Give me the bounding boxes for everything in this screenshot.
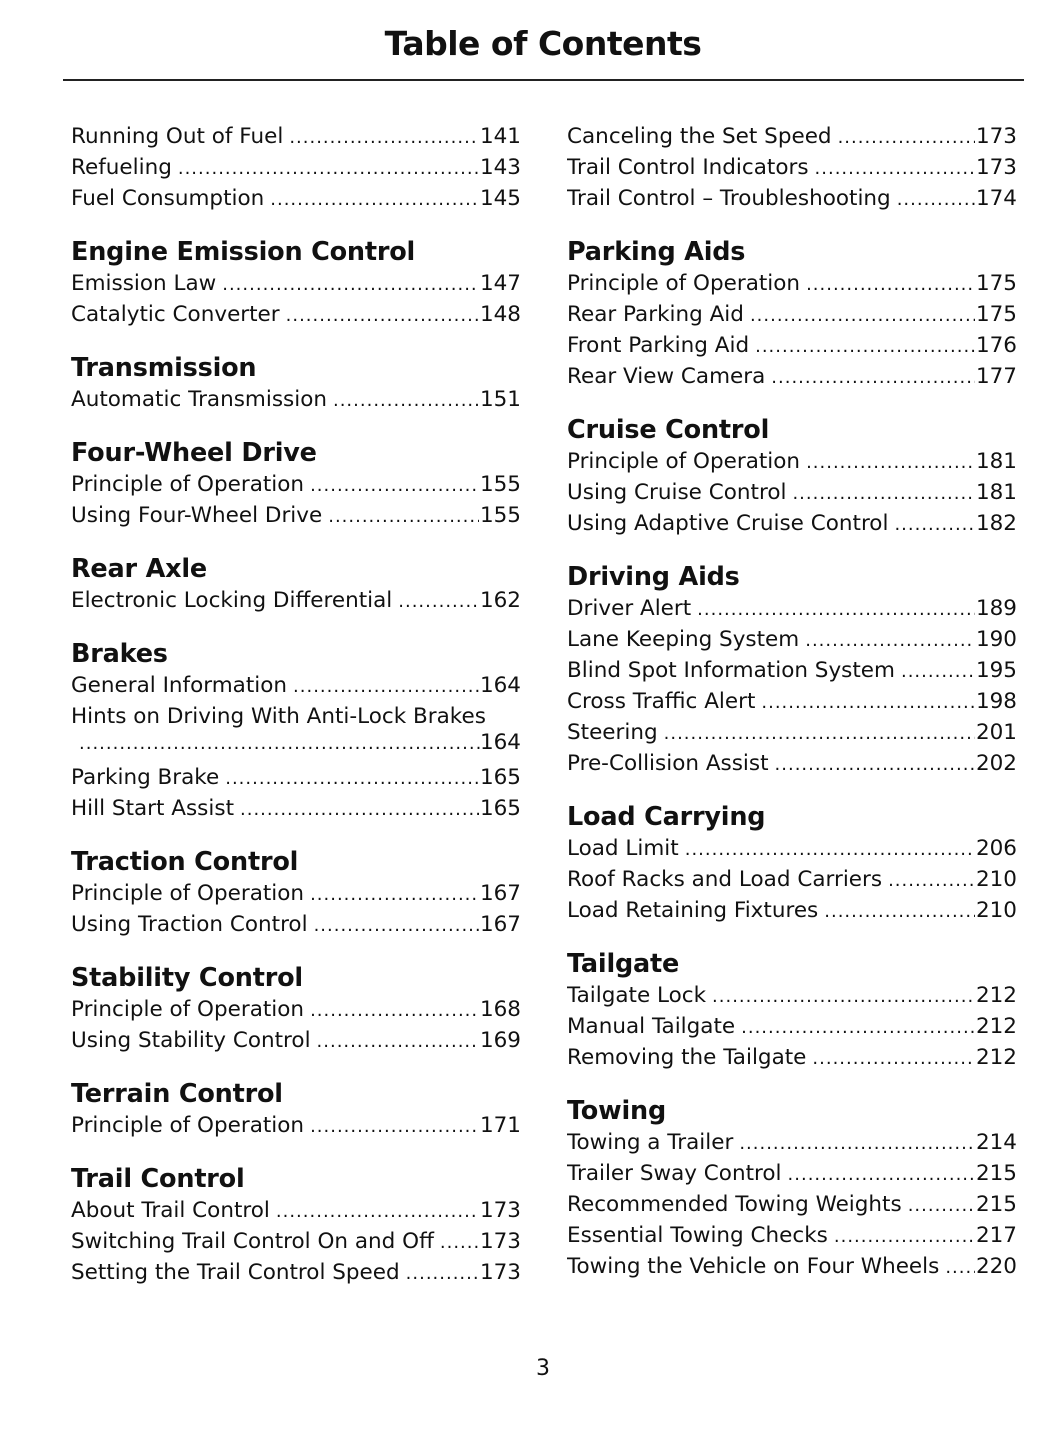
entry-page-number: 177	[975, 364, 1017, 389]
section-heading: Cruise Control	[567, 415, 770, 445]
entry-label: Principle of Operation	[71, 881, 305, 906]
entry-label: Pre-Collision Assist	[567, 751, 769, 776]
toc-entry[interactable]	[567, 509, 1017, 540]
toc-entry[interactable]	[567, 1252, 1017, 1283]
toc-entry[interactable]	[567, 153, 1017, 184]
entry-page-number: 174	[975, 186, 1017, 211]
dot-leader	[908, 1191, 975, 1221]
dot-leader	[222, 270, 479, 300]
entry-page-number: 210	[975, 898, 1017, 923]
toc-entry[interactable]	[567, 718, 1017, 749]
toc-entry[interactable]	[71, 1111, 521, 1142]
toc-entry[interactable]	[567, 447, 1017, 478]
entry-page-number: 165	[479, 765, 521, 790]
toc-right-column	[567, 122, 1017, 1303]
section-heading: Terrain Control	[71, 1079, 283, 1109]
dot-leader	[775, 750, 975, 780]
entry-page-number: 173	[975, 124, 1017, 149]
toc-entry[interactable]	[71, 122, 521, 153]
entry-label: Cross Traffic Alert	[567, 689, 756, 714]
entry-label: Essential Towing Checks	[567, 1223, 828, 1248]
entry-label: Roof Racks and Load Carriers	[567, 867, 883, 892]
dot-leader	[806, 448, 975, 478]
entry-label: Front Parking Aid	[567, 333, 750, 358]
toc-entry[interactable]	[567, 1043, 1017, 1074]
toc-section-tailgate	[567, 947, 1017, 1074]
entry-page-number: 148	[479, 302, 521, 327]
toc-entry[interactable]	[71, 702, 521, 755]
toc-section-traction-control	[71, 845, 521, 941]
toc-entry[interactable]	[567, 362, 1017, 393]
entry-page-number: 169	[479, 1028, 521, 1053]
entry-page-number: 182	[975, 511, 1017, 536]
entry-page-number: 189	[975, 596, 1017, 621]
section-heading: Four-Wheel Drive	[71, 438, 317, 468]
dot-leader	[697, 595, 975, 625]
section-heading: Transmission	[71, 353, 257, 383]
toc-section-load-carrying	[567, 800, 1017, 927]
dot-leader	[317, 1027, 479, 1057]
entry-label: Principle of Operation	[567, 271, 801, 296]
entry-page-number: 173	[479, 1229, 521, 1254]
entry-page-number: 210	[975, 867, 1017, 892]
entry-label: Driver Alert	[567, 596, 692, 621]
dot-leader	[815, 154, 975, 184]
entry-label: Parking Brake	[71, 765, 220, 790]
toc-entry[interactable]	[71, 1026, 521, 1057]
section-heading: Engine Emission Control	[71, 237, 416, 267]
toc-entry[interactable]	[567, 594, 1017, 625]
dot-leader	[286, 301, 479, 331]
entry-label: Automatic Transmission	[71, 387, 327, 412]
toc-section-towing	[567, 1094, 1017, 1283]
toc-entry[interactable]	[567, 478, 1017, 509]
dot-leader	[805, 626, 975, 656]
dot-leader	[406, 1259, 479, 1289]
entry-page-number: 162	[479, 588, 521, 613]
entry-page-number: 155	[479, 503, 521, 528]
entry-page-number: 220	[975, 1254, 1017, 1279]
entry-label: Trail Control – Troubleshooting	[567, 186, 891, 211]
dot-leader	[824, 897, 975, 927]
entry-page-number: 212	[975, 983, 1017, 1008]
toc-entry[interactable]	[567, 896, 1017, 927]
entry-label: Using Adaptive Cruise Control	[567, 511, 889, 536]
entry-page-number: 195	[975, 658, 1017, 683]
entry-label: Lane Keeping System	[567, 627, 800, 652]
entry-page-number: 212	[975, 1014, 1017, 1039]
entry-label: General Information	[71, 673, 288, 698]
entry-page-number: 151	[479, 387, 521, 412]
page-title: Table of Contents	[384, 24, 702, 63]
entry-label: About Trail Control	[71, 1198, 270, 1223]
toc-entry[interactable]	[71, 184, 521, 215]
dot-leader	[178, 154, 479, 184]
dot-leader	[712, 982, 975, 1012]
toc-entry[interactable]	[71, 995, 521, 1026]
toc-section-cruise-control	[567, 413, 1017, 540]
toc-entry[interactable]	[71, 879, 521, 910]
entry-label: Running Out of Fuel	[71, 124, 284, 149]
toc-entry[interactable]	[71, 763, 521, 794]
toc-entry[interactable]	[71, 586, 521, 617]
toc-entry[interactable]	[567, 1012, 1017, 1043]
toc-entry[interactable]	[567, 1190, 1017, 1221]
entry-page-number: 181	[975, 480, 1017, 505]
page-number: 3	[536, 1356, 550, 1381]
entry-label: Rear View Camera	[567, 364, 766, 389]
entry-page-number: 206	[975, 836, 1017, 861]
dot-leader	[79, 733, 480, 755]
dot-leader	[293, 672, 479, 702]
dot-leader	[761, 688, 975, 718]
dot-leader	[812, 1044, 975, 1074]
dot-leader	[771, 363, 975, 393]
entry-label: Using Cruise Control	[567, 480, 787, 505]
dot-leader	[739, 1129, 975, 1159]
toc-section-trail-control	[71, 1162, 521, 1289]
dot-leader	[741, 1013, 975, 1043]
section-heading: Rear Axle	[71, 554, 208, 584]
toc-entry[interactable]	[71, 269, 521, 300]
entry-label: Setting the Trail Control Speed	[71, 1260, 400, 1285]
dot-leader	[270, 185, 479, 215]
entry-page-number: 198	[975, 689, 1017, 714]
toc-entry[interactable]	[71, 470, 521, 501]
entry-label: Refueling	[71, 155, 172, 180]
entry-page-number: 217	[975, 1223, 1017, 1248]
entry-page-number: 201	[975, 720, 1017, 745]
entry-label: Removing the Tailgate	[567, 1045, 807, 1070]
entry-label: Using Four-Wheel Drive	[71, 503, 323, 528]
entry-label: Load Retaining Fixtures	[567, 898, 819, 923]
entry-label: Fuel Consumption	[71, 186, 265, 211]
entry-label: Blind Spot Information System	[567, 658, 895, 683]
entry-page-number: 181	[975, 449, 1017, 474]
entry-page-number: 214	[975, 1130, 1017, 1155]
toc-section-driving-aids	[567, 560, 1017, 780]
section-heading: Parking Aids	[567, 237, 746, 267]
toc-entry[interactable]	[567, 656, 1017, 687]
toc-section-transmission	[71, 351, 521, 416]
section-heading: Trail Control	[71, 1164, 245, 1194]
toc-section-terrain-control	[71, 1077, 521, 1142]
dot-leader	[894, 510, 975, 540]
entry-label: Catalytic Converter	[71, 302, 280, 327]
section-heading: Towing	[567, 1096, 667, 1126]
entry-label: Using Traction Control	[71, 912, 308, 937]
entry-label: Load Limit	[567, 836, 679, 861]
entry-label: Principle of Operation	[71, 472, 305, 497]
entry-page-number: 215	[975, 1161, 1017, 1186]
dot-leader	[276, 1197, 479, 1227]
entry-page-number: 164	[479, 730, 521, 755]
entry-label: Trailer Sway Control	[567, 1161, 782, 1186]
toc-entry[interactable]	[567, 687, 1017, 718]
toc-section-brakes	[71, 637, 521, 825]
entry-page-number: 147	[479, 271, 521, 296]
entry-label: Emission Law	[71, 271, 217, 296]
toc-left-column	[71, 122, 521, 1309]
entry-page-number: 190	[975, 627, 1017, 652]
dot-leader	[289, 123, 479, 153]
entry-page-number: 165	[479, 796, 521, 821]
entry-page-number: 167	[479, 881, 521, 906]
dot-leader	[755, 332, 975, 362]
dot-leader	[310, 880, 479, 910]
toc-entry[interactable]	[567, 1221, 1017, 1252]
entry-label: Principle of Operation	[71, 997, 305, 1022]
toc-entry[interactable]	[71, 1258, 521, 1289]
entry-page-number: 173	[975, 155, 1017, 180]
dot-leader	[664, 719, 975, 749]
dot-leader	[834, 1222, 975, 1252]
toc-section-rear-axle	[71, 552, 521, 617]
section-heading: Brakes	[71, 639, 168, 669]
entry-label: Recommended Towing Weights	[567, 1192, 902, 1217]
entry-label: Towing the Vehicle on Four Wheels	[567, 1254, 940, 1279]
entry-label: Steering	[567, 720, 658, 745]
toc-entry[interactable]	[567, 122, 1017, 153]
entry-label: Hill Start Assist	[71, 796, 234, 821]
entry-page-number: 167	[479, 912, 521, 937]
entry-page-number: 141	[479, 124, 521, 149]
entry-label: Hints on Driving With Anti-Lock Brakes	[71, 704, 486, 729]
dot-leader	[750, 301, 975, 331]
toc-section-continued	[567, 122, 1017, 215]
entry-page-number: 171	[479, 1113, 521, 1138]
toc-entry[interactable]	[567, 749, 1017, 780]
entry-page-number: 202	[975, 751, 1017, 776]
dot-leader	[310, 471, 479, 501]
entry-label: Using Stability Control	[71, 1028, 311, 1053]
dot-leader	[901, 657, 975, 687]
entry-label: Rear Parking Aid	[567, 302, 744, 327]
toc-entry[interactable]	[71, 671, 521, 702]
toc-entry[interactable]	[567, 300, 1017, 331]
toc-section-engine-emission-control	[71, 235, 521, 331]
entry-page-number: 176	[975, 333, 1017, 358]
toc-section-continued	[71, 122, 521, 215]
section-heading: Tailgate	[567, 949, 680, 979]
dot-leader	[897, 185, 975, 215]
dot-leader	[440, 1228, 479, 1258]
entry-page-number: 143	[479, 155, 521, 180]
entry-page-number: 173	[479, 1260, 521, 1285]
entry-label: Principle of Operation	[567, 449, 801, 474]
entry-page-number: 164	[479, 673, 521, 698]
toc-entry[interactable]	[71, 1227, 521, 1258]
entry-page-number: 173	[479, 1198, 521, 1223]
toc-entry[interactable]	[71, 300, 521, 331]
toc-entry[interactable]	[567, 331, 1017, 362]
toc-entry[interactable]	[567, 269, 1017, 300]
dot-leader	[225, 764, 479, 794]
toc-entry[interactable]	[71, 385, 521, 416]
dot-leader	[806, 270, 975, 300]
toc-entry[interactable]	[71, 501, 521, 532]
entry-page-number: 212	[975, 1045, 1017, 1070]
title-divider	[63, 79, 1024, 81]
dot-leader	[310, 1112, 479, 1142]
toc-entry[interactable]	[71, 153, 521, 184]
toc-entry[interactable]	[71, 910, 521, 941]
entry-label: Tailgate Lock	[567, 983, 707, 1008]
toc-section-parking-aids	[567, 235, 1017, 393]
toc-entry[interactable]	[567, 625, 1017, 656]
dot-leader	[888, 866, 975, 896]
section-heading: Driving Aids	[567, 562, 740, 592]
dot-leader	[788, 1160, 975, 1190]
dot-leader	[838, 123, 975, 153]
dot-leader	[945, 1253, 975, 1283]
entry-page-number: 215	[975, 1192, 1017, 1217]
entry-label: Towing a Trailer	[567, 1130, 734, 1155]
entry-label: Principle of Operation	[71, 1113, 305, 1138]
dot-leader	[314, 911, 479, 941]
dot-leader	[240, 795, 479, 825]
entry-page-number: 175	[975, 271, 1017, 296]
section-heading: Stability Control	[71, 963, 303, 993]
entry-page-number: 155	[479, 472, 521, 497]
entry-page-number: 175	[975, 302, 1017, 327]
toc-entry[interactable]	[71, 1196, 521, 1227]
toc-entry[interactable]	[567, 834, 1017, 865]
entry-page-number: 168	[479, 997, 521, 1022]
dot-leader	[333, 386, 479, 416]
toc-entry[interactable]	[567, 981, 1017, 1012]
dot-leader	[310, 996, 479, 1026]
dot-leader	[328, 502, 479, 532]
toc-entry[interactable]	[567, 184, 1017, 215]
dot-leader	[398, 587, 479, 617]
section-heading: Traction Control	[71, 847, 299, 877]
toc-entry[interactable]	[567, 865, 1017, 896]
entry-label: Electronic Locking Differential	[71, 588, 393, 613]
toc-entry[interactable]	[567, 1159, 1017, 1190]
entry-page-number: 145	[479, 186, 521, 211]
entry-label: Trail Control Indicators	[567, 155, 809, 180]
entry-label: Manual Tailgate	[567, 1014, 736, 1039]
section-heading: Load Carrying	[567, 802, 766, 832]
toc-entry[interactable]	[71, 794, 521, 825]
dot-leader	[685, 835, 975, 865]
entry-label: Switching Trail Control On and Off	[71, 1229, 434, 1254]
dot-leader	[792, 479, 975, 509]
toc-entry[interactable]	[567, 1128, 1017, 1159]
toc-section-four-wheel-drive	[71, 436, 521, 532]
toc-section-stability-control	[71, 961, 521, 1057]
entry-label: Canceling the Set Speed	[567, 124, 832, 149]
